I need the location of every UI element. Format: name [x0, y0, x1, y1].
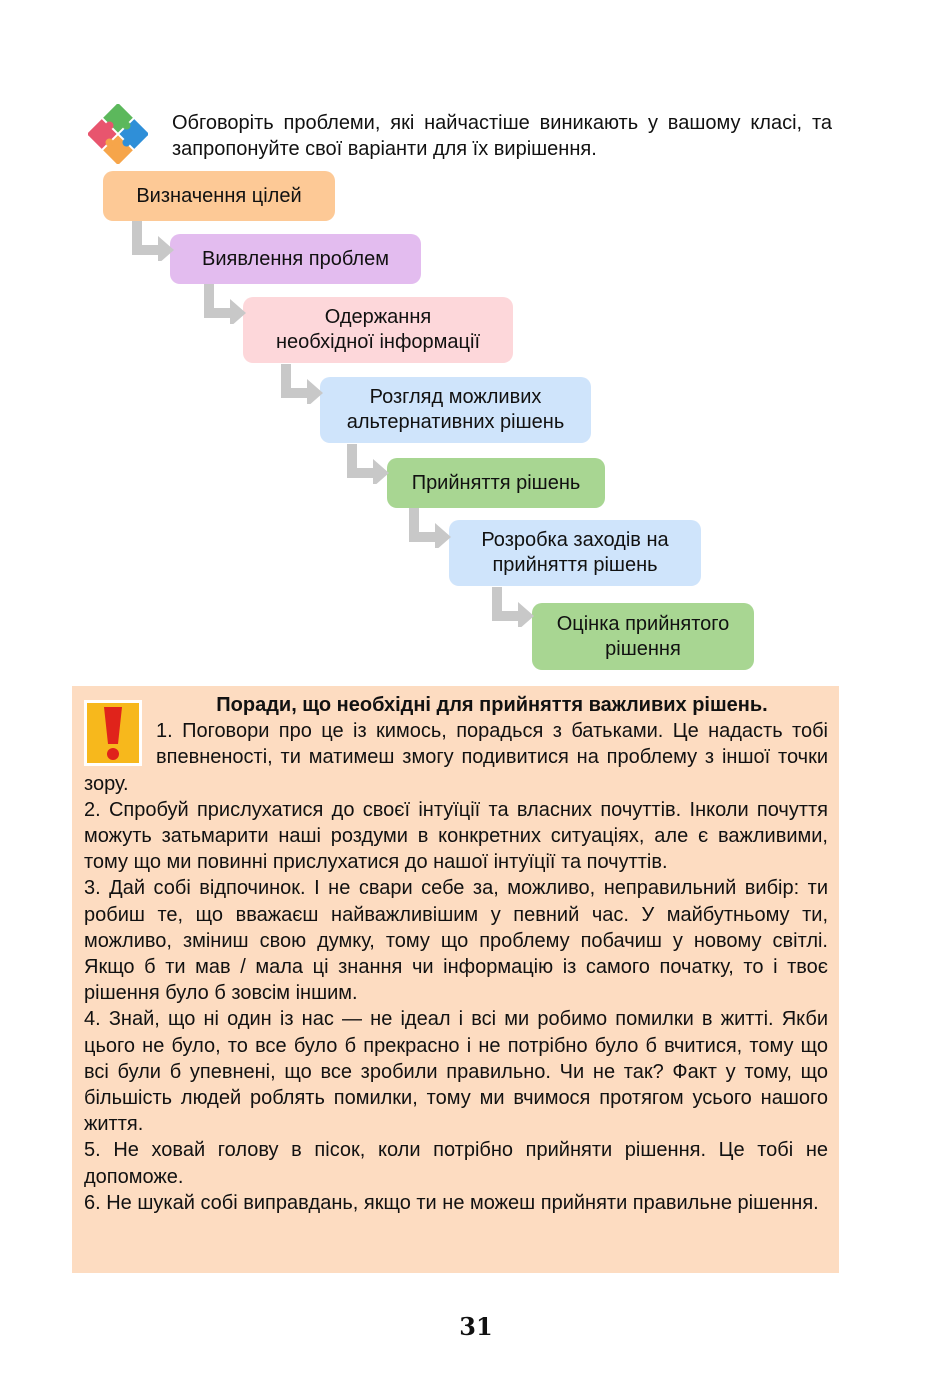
- step-box-2: [170, 234, 421, 284]
- page-number: 31: [459, 1312, 493, 1341]
- step-label: Визначення цілей: [136, 184, 302, 207]
- tip-item: 2. Спробуй прислухатися до своєї інтуїції та власних почуттів. Інколи почуття можуть затьмарити наші роздуми в конкретних ситуаціях, але є важливими, тому що ми повинні прислухатися до нашої інтуїції та почуттів.: [84, 798, 828, 874]
- step-label: Розгляд можливих альтернативних рішень: [346, 386, 565, 433]
- step-arrow-2: [200, 284, 248, 324]
- step-label: Виявлення проблем: [202, 247, 389, 270]
- step-box-5: [387, 458, 605, 508]
- step-label: Прийняття рішень: [411, 471, 581, 494]
- step-label: Оцінка прийнятого рішення: [556, 612, 730, 660]
- step-box-1: [103, 171, 335, 221]
- tip-item: 4. Знай, що ні один із нас — не ідеал і всі ми робимо помилки в житті. Якби цього не було, то все було б прекрасно і не потрібно було б вчитися, тому що всі були б упевнені, що все зробили правильно. Чи не так? Факт у тому, що більшість людей роблять помилки, тому ми вчимося протягом усього нашого життя.: [84, 1008, 828, 1136]
- tips-title: Поради, що необхідні для прийняття важливих рішень.: [216, 694, 768, 716]
- exclamation-icon: [84, 700, 142, 766]
- puzzle-icon: [88, 104, 148, 164]
- step-label: Одержання необхідної інформації: [276, 306, 480, 353]
- tip-item: 6. Не шукай собі виправдань, якщо ти не можеш прийняти правильне рішення.: [84, 1191, 819, 1214]
- tip-item: 1. Поговори про це із кимось, порадься з батьками. Це надасть тобі впевненості, ти матимеш змогу подивитися на проблему з іншої точки зору.: [84, 720, 828, 795]
- step-label: Розробка заходів на прийняття рішень: [481, 529, 669, 576]
- step-box-4: [320, 377, 591, 443]
- step-box-7: [532, 603, 754, 670]
- step-arrow-1: [128, 221, 176, 261]
- tip-item: 3. Дай собі відпочинок. І не свари себе за, можливо, неправильний вибір: ти робиш те, що вважаєш найважливішим у певний час. У майбутньому ти, можливо, зміниш свою думку, тому що проблему побачиш у новому світлі. Якщо б ти мав / мала ці знання чи інформацію із самого початку, то і твоє рішення було б зовсім іншим.: [84, 877, 828, 1005]
- step-arrow-5: [405, 508, 453, 548]
- step-arrow-4: [343, 444, 391, 484]
- tips-box: [72, 686, 839, 1273]
- step-arrow-3: [277, 364, 325, 404]
- step-arrow-6: [488, 587, 536, 627]
- tip-item: 5. Не ховай голову в пісок, коли потрібно прийняти рішення. Це тобі не допоможе.: [84, 1139, 828, 1188]
- step-box-6: [449, 520, 701, 586]
- intro-instruction: Обговоріть проблеми, які найчастіше виникають у вашому класі, та запропонуйте свої варіанти для їх вирішення.: [172, 112, 832, 160]
- step-box-3: [243, 297, 513, 363]
